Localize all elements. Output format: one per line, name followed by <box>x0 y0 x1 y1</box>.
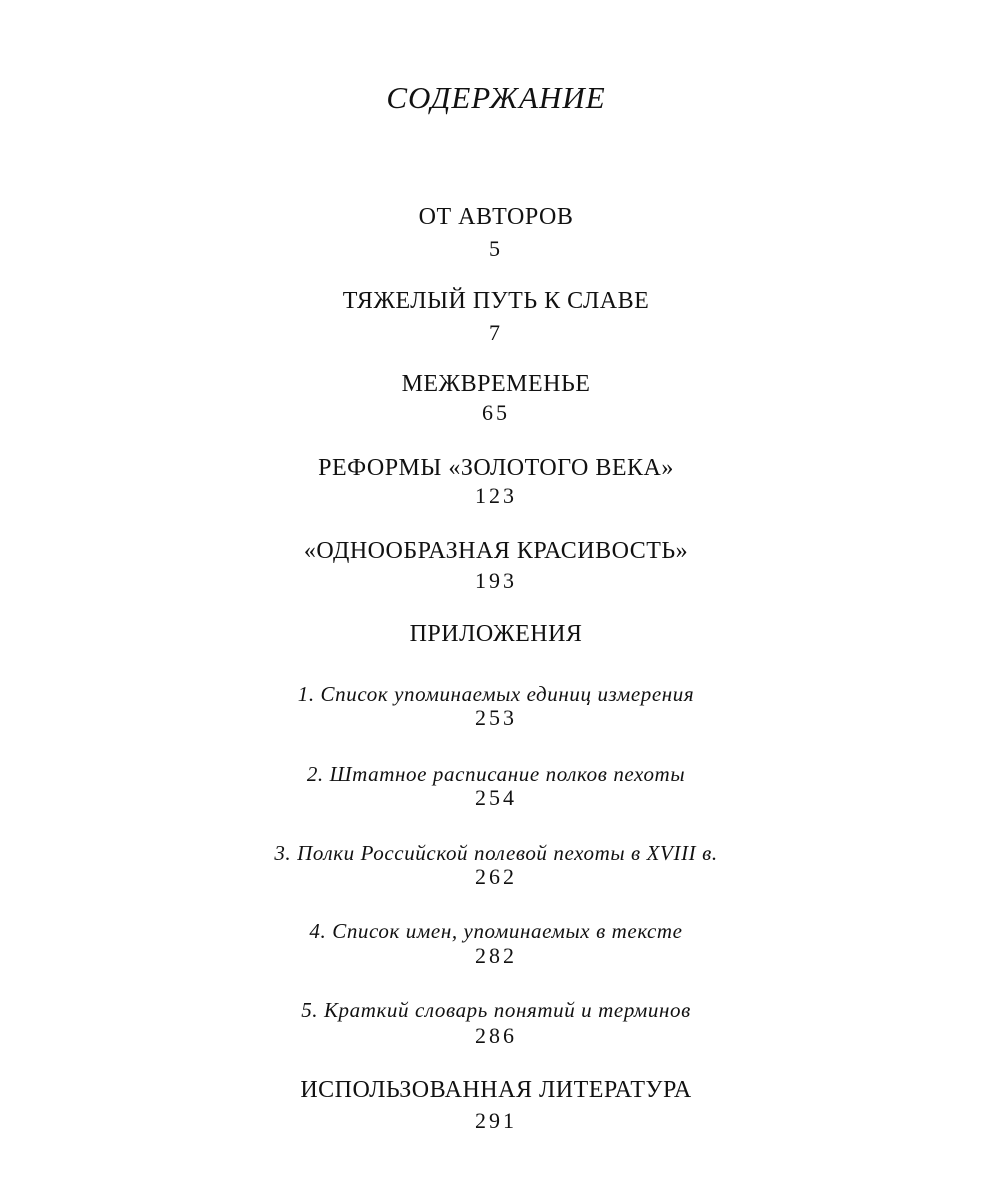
appendix-label: 4. Список имен, упоминаемых в тексте <box>309 919 683 943</box>
toc-entry-page: 123 <box>475 483 517 508</box>
appendix-label: 2. Штатное расписание полков пехоты <box>306 762 686 786</box>
appendix-page: 262 <box>475 864 517 889</box>
toc-entry-label: «ОДНООБРАЗНАЯ КРАСИВОСТЬ» <box>303 538 689 564</box>
bibliography-page: 291 <box>475 1108 517 1133</box>
appendix-page: 286 <box>475 1023 517 1048</box>
toc-entry-label: МЕЖВРЕМЕНЬЕ <box>401 371 591 397</box>
appendix-label: 1. Список упоминаемых единиц измерения <box>297 682 695 706</box>
page-title: СОДЕРЖАНИЕ <box>386 80 606 115</box>
appendix-label: 3. Полки Российской полевой пехоты в XVIII в. <box>274 841 718 865</box>
appendix-label: 5. Краткий словарь понятий и терминов <box>301 998 691 1022</box>
toc-entry-page: 65 <box>482 400 510 425</box>
toc-entry-label: РЕФОРМЫ «ЗОЛОТОГО ВЕКА» <box>318 455 674 481</box>
appendix-page: 253 <box>475 705 517 730</box>
appendix-page: 254 <box>475 785 517 810</box>
appendix-page: 282 <box>475 943 517 968</box>
toc-entry-label: ТЯЖЕЛЫЙ ПУТЬ К СЛАВЕ <box>342 288 650 314</box>
toc-entry-page: 7 <box>489 320 503 345</box>
bibliography-label: ИСПОЛЬЗОВАННАЯ ЛИТЕРАТУРА <box>300 1077 692 1103</box>
toc-entry-page: 193 <box>475 568 517 593</box>
toc-entry-label: ОТ АВТОРОВ <box>418 204 574 230</box>
appendix-heading: ПРИЛОЖЕНИЯ <box>409 621 583 647</box>
toc-entry-page: 5 <box>489 236 503 261</box>
